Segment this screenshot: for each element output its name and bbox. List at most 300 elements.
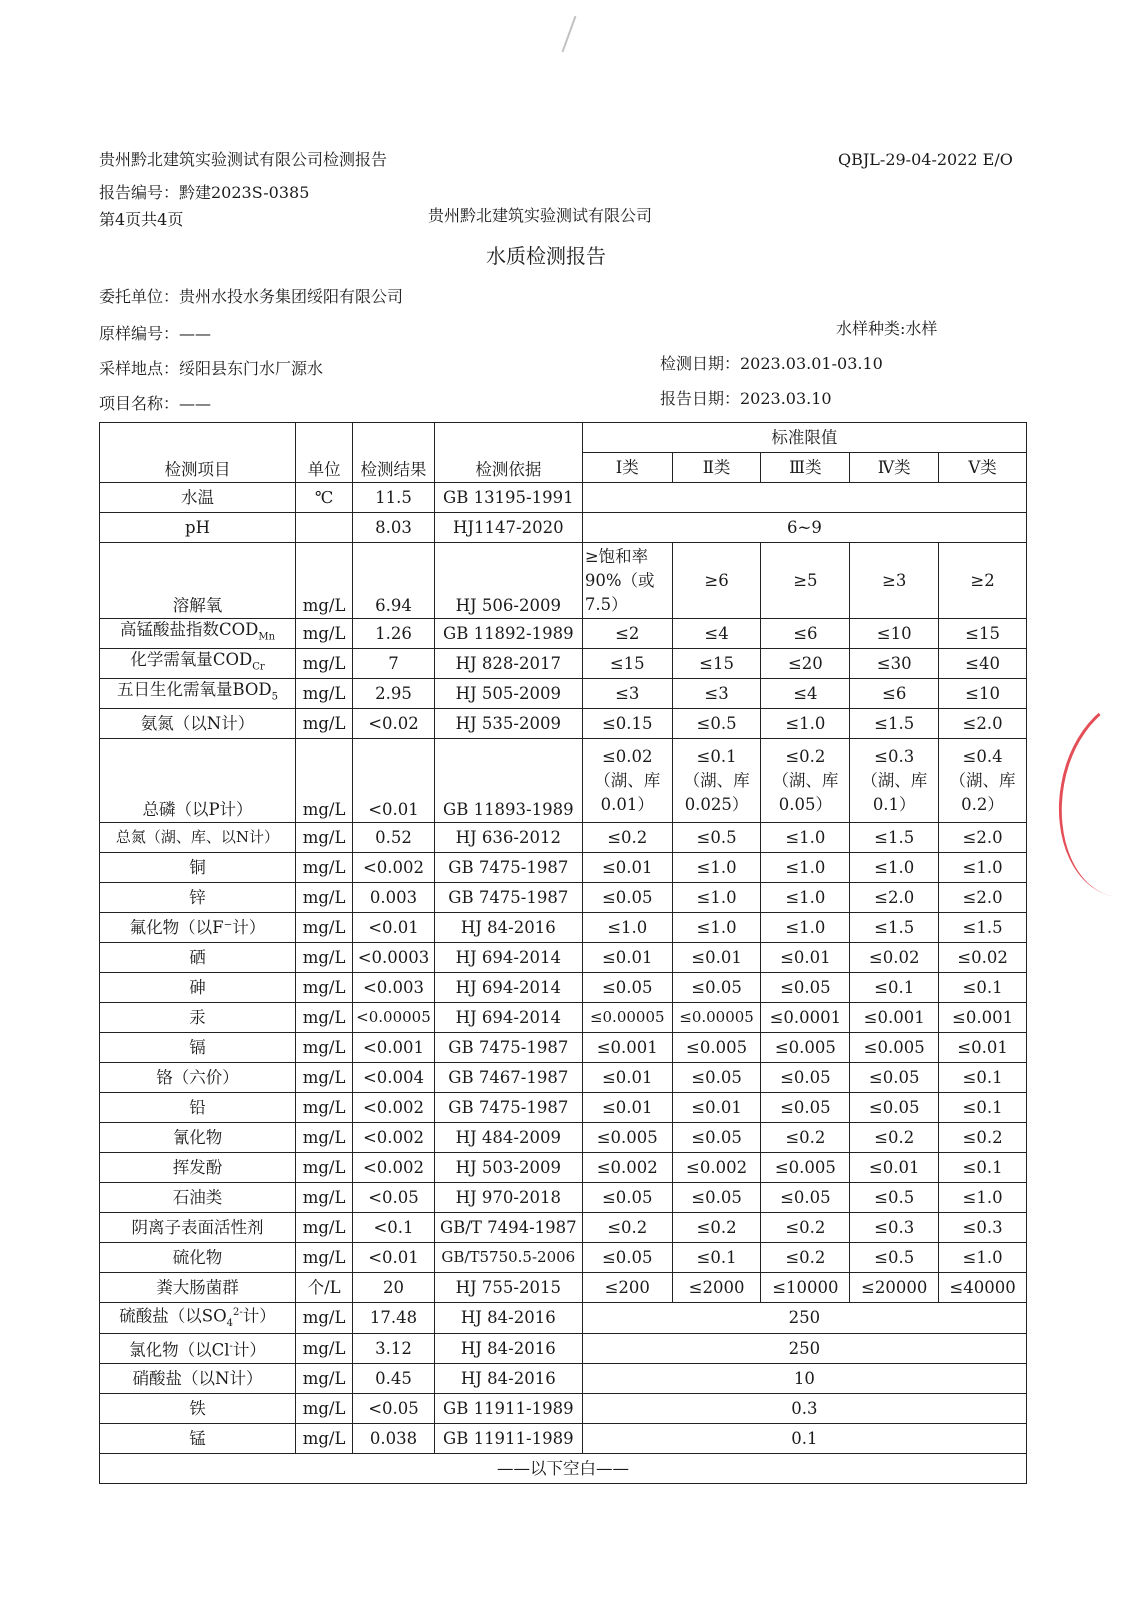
row-limit: 0.3 <box>582 1393 1026 1423</box>
row-item: 氟化物（以F⁻计） <box>100 913 296 943</box>
row-unit: mg/L <box>296 1063 353 1093</box>
row-item: 硒 <box>100 943 296 973</box>
row-result: 11.5 <box>353 483 435 513</box>
row-limit-class-4: ≤1.5 <box>850 913 939 943</box>
row-limit-class-3: ≤0.2（湖、库0.05） <box>761 739 850 823</box>
row-limit-class-5: ≤10 <box>939 679 1027 709</box>
project-name: 项目名称：—— <box>99 394 212 413</box>
table-row <box>100 1003 1027 1033</box>
row-limit-class-4: ≤0.001 <box>850 1003 939 1033</box>
row-result: <0.05 <box>353 1183 435 1213</box>
row-result: <0.05 <box>353 1393 435 1423</box>
row-limit-class-4: ≤6 <box>850 679 939 709</box>
row-limit-class-1: ≤15 <box>582 649 672 679</box>
row-limit-class-1: ≤0.01 <box>582 1063 672 1093</box>
row-result: <0.01 <box>353 1243 435 1273</box>
row-item: 汞 <box>100 1003 296 1033</box>
row-limit-class-3: ≤0.005 <box>761 1033 850 1063</box>
row-result: 17.48 <box>353 1303 435 1334</box>
row-limit: 0.1 <box>582 1423 1026 1453</box>
row-unit: mg/L <box>296 853 353 883</box>
row-method: GB 11911-1989 <box>434 1423 582 1453</box>
row-limit-class-3: ≤1.0 <box>761 709 850 739</box>
row-item: 镉 <box>100 1033 296 1063</box>
row-limit-class-2: ≤0.00005 <box>672 1003 761 1033</box>
row-item: 水温 <box>100 483 296 513</box>
row-limit-class-5: ≤0.2 <box>939 1123 1027 1153</box>
row-unit: mg/L <box>296 1003 353 1033</box>
row-method: GB 7475-1987 <box>434 883 582 913</box>
row-method: HJ 535-2009 <box>434 709 582 739</box>
row-limit-class-1: ≤3 <box>582 679 672 709</box>
row-limit-class-3: ≤1.0 <box>761 883 850 913</box>
header-class-4: Ⅳ类 <box>850 453 939 483</box>
row-method: GB 13195-1991 <box>434 483 582 513</box>
row-method: HJ 694-2014 <box>434 973 582 1003</box>
row-unit: mg/L <box>296 1093 353 1123</box>
row-limit-class-4: ≤30 <box>850 649 939 679</box>
row-limit-class-3: ≤1.0 <box>761 853 850 883</box>
row-item: 总氮（湖、库、以N计） <box>100 823 296 853</box>
row-limit-class-2: ≤0.01 <box>672 943 761 973</box>
row-method: GB/T5750.5-2006 <box>434 1243 582 1273</box>
blank-below-note: ——以下空白—— <box>100 1453 1027 1483</box>
row-limit-class-2: ≤0.5 <box>672 823 761 853</box>
row-method: HJ 694-2014 <box>434 943 582 973</box>
row-limit-class-3: ≤1.0 <box>761 823 850 853</box>
row-limit-class-1: ≤0.05 <box>582 1183 672 1213</box>
table-row <box>100 943 1027 973</box>
row-limit-class-5: ≤0.1 <box>939 1153 1027 1183</box>
row-limit-class-3: ≤0.2 <box>761 1213 850 1243</box>
row-limit-class-5: ≤2.0 <box>939 883 1027 913</box>
row-limit-class-4: ≤0.5 <box>850 1183 939 1213</box>
row-limit-class-2: ≤2000 <box>672 1273 761 1303</box>
header-class-3: Ⅲ类 <box>761 453 850 483</box>
row-limit-class-3: ≤4 <box>761 679 850 709</box>
row-limit-class-2: ≤0.005 <box>672 1033 761 1063</box>
row-method: HJ 484-2009 <box>434 1123 582 1153</box>
row-limit-class-1: ≤0.01 <box>582 1093 672 1123</box>
row-unit: mg/L <box>296 619 353 649</box>
row-limit-class-2: ≤0.05 <box>672 1063 761 1093</box>
row-limit-class-4: ≤0.3 <box>850 1213 939 1243</box>
table-row <box>100 853 1027 883</box>
table-row <box>100 709 1027 739</box>
row-limit-class-1: ≤0.01 <box>582 943 672 973</box>
row-limit-class-2: ≤0.05 <box>672 1123 761 1153</box>
row-limit-class-2: ≤0.05 <box>672 973 761 1003</box>
row-item <box>100 649 296 679</box>
row-item-sub: 5 <box>271 691 279 703</box>
row-item: 氰化物 <box>100 1123 296 1153</box>
row-result: <0.0003 <box>353 943 435 973</box>
row-method: GB 7475-1987 <box>434 1033 582 1063</box>
page-title: 水质检测报告 <box>486 244 606 268</box>
row-method: HJ 755-2015 <box>434 1273 582 1303</box>
row-limit-class-1: ≤2 <box>582 619 672 649</box>
row-method: GB 7467-1987 <box>434 1063 582 1093</box>
table-row <box>100 1363 1027 1393</box>
sample-number: 原样编号：—— <box>99 324 212 343</box>
row-method: HJ 505-2009 <box>434 679 582 709</box>
row-limit-class-1: ≥饱和率90%（或7.5） <box>582 543 672 619</box>
row-limit-class-4: ≤0.3（湖、库0.1） <box>850 739 939 823</box>
row-unit: mg/L <box>296 739 353 823</box>
row-result: 3.12 <box>353 1333 435 1363</box>
row-limit: 6~9 <box>582 513 1026 543</box>
row-unit: mg/L <box>296 649 353 679</box>
table-row <box>100 1243 1027 1273</box>
row-limit-class-2: ≤0.1（湖、库0.025） <box>672 739 761 823</box>
row-limit-class-5: ≤0.4（湖、库0.2） <box>939 739 1027 823</box>
row-unit: mg/L <box>296 1123 353 1153</box>
row-method: HJ 506-2009 <box>434 543 582 619</box>
row-unit: mg/L <box>296 883 353 913</box>
header-limits: 标准限值 <box>582 423 1026 453</box>
row-method: GB 11911-1989 <box>434 1393 582 1423</box>
row-limit-class-2: ≤0.01 <box>672 1093 761 1123</box>
row-item-text: 氯化物（以Cl <box>129 1340 230 1360</box>
table-footer-row <box>100 1453 1027 1483</box>
row-limit-class-1: ≤0.2 <box>582 1213 672 1243</box>
table-row <box>100 739 1027 823</box>
row-limit-class-5: ≤0.001 <box>939 1003 1027 1033</box>
row-limit-class-5: ≤1.5 <box>939 913 1027 943</box>
row-limit-class-1: ≤1.0 <box>582 913 672 943</box>
row-limit-class-3: ≤0.2 <box>761 1123 850 1153</box>
table-row <box>100 679 1027 709</box>
row-limit-class-5: ≥2 <box>939 543 1027 619</box>
row-item-tail: 计） <box>232 1340 266 1360</box>
row-limit-class-4: ≤0.005 <box>850 1033 939 1063</box>
table-row <box>100 1423 1027 1453</box>
row-unit: ℃ <box>296 483 353 513</box>
row-limit-class-4: ≤0.01 <box>850 1153 939 1183</box>
table-row <box>100 543 1027 619</box>
row-item: 铁 <box>100 1393 296 1423</box>
row-limit-class-1: ≤200 <box>582 1273 672 1303</box>
row-unit: 个/L <box>296 1273 353 1303</box>
row-limit-class-3: ≤0.05 <box>761 973 850 1003</box>
row-item: 粪大肠菌群 <box>100 1273 296 1303</box>
row-item: 挥发酚 <box>100 1153 296 1183</box>
row-item <box>100 1303 296 1334</box>
row-limit-class-1: ≤0.05 <box>582 1243 672 1273</box>
page-number: 第4页共4页 <box>99 210 184 229</box>
row-item: 铅 <box>100 1093 296 1123</box>
row-item <box>100 1333 296 1363</box>
row-result: <0.02 <box>353 709 435 739</box>
row-limit-class-3: ≤0.05 <box>761 1183 850 1213</box>
row-limit-class-1: ≤0.02（湖、库0.01） <box>582 739 672 823</box>
row-method: GB 7475-1987 <box>434 1093 582 1123</box>
row-limit-class-2: ≤0.05 <box>672 1183 761 1213</box>
row-limit-class-3: ≤10000 <box>761 1273 850 1303</box>
pen-mark <box>562 16 577 52</box>
row-limit-class-1: ≤0.002 <box>582 1153 672 1183</box>
row-method: GB 11892-1989 <box>434 619 582 649</box>
row-result: 2.95 <box>353 679 435 709</box>
row-limit-empty <box>582 483 1026 513</box>
row-limit-class-1: ≤0.05 <box>582 973 672 1003</box>
row-limit-class-2: ≤15 <box>672 649 761 679</box>
header-item: 检测项目 <box>100 423 296 483</box>
test-date: 检测日期：2023.03.01-03.10 <box>660 354 883 373</box>
row-limit: 10 <box>582 1363 1026 1393</box>
row-result: <0.002 <box>353 1153 435 1183</box>
row-unit <box>296 513 353 543</box>
row-result: 8.03 <box>353 513 435 543</box>
row-limit-class-3: ≤6 <box>761 619 850 649</box>
row-method: HJ 84-2016 <box>434 1303 582 1334</box>
row-limit-class-1: ≤0.001 <box>582 1033 672 1063</box>
row-limit-class-3: ≤0.005 <box>761 1153 850 1183</box>
row-limit-class-5: ≤0.1 <box>939 973 1027 1003</box>
header-unit: 单位 <box>296 423 353 483</box>
row-result: 0.038 <box>353 1423 435 1453</box>
row-unit: mg/L <box>296 1153 353 1183</box>
table-row <box>100 1183 1027 1213</box>
row-limit-class-4: ≤1.5 <box>850 823 939 853</box>
row-item <box>100 679 296 709</box>
row-unit: mg/L <box>296 1423 353 1453</box>
row-item-text: 硫酸盐（以SO <box>119 1306 227 1326</box>
row-unit: mg/L <box>296 1213 353 1243</box>
row-limit-class-4: ≤0.1 <box>850 973 939 1003</box>
table-row <box>100 1033 1027 1063</box>
row-method: HJ 84-2016 <box>434 1363 582 1393</box>
row-unit: mg/L <box>296 973 353 1003</box>
row-result: <0.002 <box>353 853 435 883</box>
row-item: pH <box>100 513 296 543</box>
doc-code: QBJL-29-04-2022 E/O <box>838 150 1013 169</box>
table-row <box>100 913 1027 943</box>
company-name: 贵州黔北建筑实验测试有限公司 <box>428 206 653 225</box>
row-item-sub: Mn <box>258 631 276 643</box>
row-item-sup: - <box>229 1341 233 1353</box>
row-limit-class-5: ≤40 <box>939 649 1027 679</box>
row-result: 20 <box>353 1273 435 1303</box>
row-item: 溶解氧 <box>100 543 296 619</box>
row-method: HJ 503-2009 <box>434 1153 582 1183</box>
row-item-tail: 计） <box>242 1306 276 1326</box>
row-limit-class-1: ≤0.2 <box>582 823 672 853</box>
row-limit-class-3: ≥5 <box>761 543 850 619</box>
row-method: HJ 828-2017 <box>434 649 582 679</box>
row-unit: mg/L <box>296 1183 353 1213</box>
sample-type: 水样种类:水样 <box>836 319 938 338</box>
table-row <box>100 1093 1027 1123</box>
table-row <box>100 1063 1027 1093</box>
row-result: <0.003 <box>353 973 435 1003</box>
row-item: 氨氮（以N计） <box>100 709 296 739</box>
row-method: GB/T 7494-1987 <box>434 1213 582 1243</box>
row-limit-class-4: ≤0.05 <box>850 1093 939 1123</box>
row-result: 0.52 <box>353 823 435 853</box>
row-unit: mg/L <box>296 1393 353 1423</box>
row-limit-class-4: ≤20000 <box>850 1273 939 1303</box>
row-result: <0.01 <box>353 739 435 823</box>
table-row <box>100 1153 1027 1183</box>
row-item: 锰 <box>100 1423 296 1453</box>
row-limit-class-1: ≤0.00005 <box>582 1003 672 1033</box>
row-item <box>100 619 296 649</box>
row-item-sub: 4 <box>226 1317 233 1329</box>
row-result: <0.002 <box>353 1123 435 1153</box>
row-limit-class-2: ≤0.002 <box>672 1153 761 1183</box>
row-unit: mg/L <box>296 943 353 973</box>
row-item-text: 化学需氧量COD <box>130 650 253 670</box>
row-item-sub: Cr <box>252 661 265 673</box>
row-limit-class-3: ≤0.05 <box>761 1063 850 1093</box>
row-limit-class-5: ≤1.0 <box>939 1243 1027 1273</box>
row-item-sup: 2- <box>232 1307 243 1318</box>
row-unit: mg/L <box>296 709 353 739</box>
row-result: 1.26 <box>353 619 435 649</box>
row-limit-class-2: ≤1.0 <box>672 883 761 913</box>
row-limit-class-5: ≤0.1 <box>939 1093 1027 1123</box>
row-limit-class-2: ≤4 <box>672 619 761 649</box>
client: 委托单位：贵州水投水务集团绥阳有限公司 <box>99 287 404 306</box>
seal-stamp <box>1043 684 1130 909</box>
row-result: <0.004 <box>353 1063 435 1093</box>
row-limit-class-4: ≤1.0 <box>850 853 939 883</box>
row-result: 0.45 <box>353 1363 435 1393</box>
row-result: <0.00005 <box>353 1003 435 1033</box>
row-limit-class-5: ≤2.0 <box>939 709 1027 739</box>
row-limit-class-5: ≤2.0 <box>939 823 1027 853</box>
header-class-5: Ⅴ类 <box>939 453 1027 483</box>
table-row <box>100 1123 1027 1153</box>
row-result: 7 <box>353 649 435 679</box>
row-limit-class-4: ≤10 <box>850 619 939 649</box>
row-unit: mg/L <box>296 913 353 943</box>
row-limit-class-5: ≤0.1 <box>939 1063 1027 1093</box>
row-limit-class-3: ≤1.0 <box>761 913 850 943</box>
row-method: HJ 636-2012 <box>434 823 582 853</box>
row-limit-class-3: ≤0.05 <box>761 1093 850 1123</box>
row-limit-class-5: ≤40000 <box>939 1273 1027 1303</box>
table-row <box>100 1213 1027 1243</box>
row-item: 锌 <box>100 883 296 913</box>
row-method: HJ 970-2018 <box>434 1183 582 1213</box>
row-limit-class-3: ≤20 <box>761 649 850 679</box>
row-result: <0.1 <box>353 1213 435 1243</box>
row-item-text: 五日生化需氧量BOD <box>116 680 272 700</box>
row-limit-class-4: ≤2.0 <box>850 883 939 913</box>
row-limit-class-1: ≤0.01 <box>582 853 672 883</box>
row-item-text: 高锰酸盐指数COD <box>119 620 259 640</box>
row-limit: 250 <box>582 1303 1026 1334</box>
row-limit-class-5: ≤15 <box>939 619 1027 649</box>
table-row <box>100 483 1027 513</box>
row-limit-class-4: ≤0.5 <box>850 1243 939 1273</box>
row-result: 0.003 <box>353 883 435 913</box>
row-result: 6.94 <box>353 543 435 619</box>
row-unit: mg/L <box>296 823 353 853</box>
row-limit-class-3: ≤0.0001 <box>761 1003 850 1033</box>
row-limit-class-2: ≥6 <box>672 543 761 619</box>
row-method: HJ 694-2014 <box>434 1003 582 1033</box>
table-row <box>100 883 1027 913</box>
header-result: 检测结果 <box>353 423 435 483</box>
report-table <box>99 422 1027 1484</box>
row-limit-class-4: ≤0.02 <box>850 943 939 973</box>
header-class-1: Ⅰ类 <box>582 453 672 483</box>
row-item: 硫化物 <box>100 1243 296 1273</box>
row-item: 砷 <box>100 973 296 1003</box>
row-limit: 250 <box>582 1333 1026 1363</box>
row-unit: mg/L <box>296 1033 353 1063</box>
row-limit-class-5: ≤1.0 <box>939 1183 1027 1213</box>
row-item: 硝酸盐（以N计） <box>100 1363 296 1393</box>
row-limit-class-5: ≤0.02 <box>939 943 1027 973</box>
table-row <box>100 619 1027 649</box>
row-unit: mg/L <box>296 543 353 619</box>
row-limit-class-2: ≤1.0 <box>672 913 761 943</box>
table-row <box>100 513 1027 543</box>
row-limit-class-1: ≤0.005 <box>582 1123 672 1153</box>
row-limit-class-3: ≤0.01 <box>761 943 850 973</box>
table-row <box>100 1333 1027 1363</box>
row-item: 铬（六价） <box>100 1063 296 1093</box>
sampling-location: 采样地点：绥阳县东门水厂源水 <box>99 359 324 378</box>
row-item: 石油类 <box>100 1183 296 1213</box>
row-limit-class-2: ≤1.0 <box>672 853 761 883</box>
row-unit: mg/L <box>296 1303 353 1334</box>
row-item: 阴离子表面活性剂 <box>100 1213 296 1243</box>
row-unit: mg/L <box>296 1333 353 1363</box>
table-row <box>100 1393 1027 1423</box>
row-unit: mg/L <box>296 1363 353 1393</box>
row-method: GB 7475-1987 <box>434 853 582 883</box>
table-row <box>100 1303 1027 1334</box>
report-number: 报告编号：黔建2023S-0385 <box>99 183 310 202</box>
row-result: <0.002 <box>353 1093 435 1123</box>
row-method: HJ 84-2016 <box>434 913 582 943</box>
row-method: HJ1147-2020 <box>434 513 582 543</box>
row-limit-class-5: ≤0.01 <box>939 1033 1027 1063</box>
row-limit-class-3: ≤0.2 <box>761 1243 850 1273</box>
row-method: GB 11893-1989 <box>434 739 582 823</box>
row-unit: mg/L <box>296 679 353 709</box>
header-class-2: Ⅱ类 <box>672 453 761 483</box>
row-limit-class-4: ≤1.5 <box>850 709 939 739</box>
header-row <box>100 423 1027 453</box>
table-row <box>100 973 1027 1003</box>
table-row <box>100 1273 1027 1303</box>
row-limit-class-2: ≤0.1 <box>672 1243 761 1273</box>
row-result: <0.01 <box>353 913 435 943</box>
row-limit-class-5: ≤1.0 <box>939 853 1027 883</box>
row-limit-class-2: ≤3 <box>672 679 761 709</box>
report-date: 报告日期：2023.03.10 <box>660 389 832 408</box>
row-item: 总磷（以P计） <box>100 739 296 823</box>
row-limit-class-1: ≤0.15 <box>582 709 672 739</box>
row-unit: mg/L <box>296 1243 353 1273</box>
table-row <box>100 649 1027 679</box>
row-limit-class-4: ≤0.05 <box>850 1063 939 1093</box>
row-limit-class-2: ≤0.2 <box>672 1213 761 1243</box>
table-row <box>100 823 1027 853</box>
row-limit-class-4: ≤0.2 <box>850 1123 939 1153</box>
row-item: 铜 <box>100 853 296 883</box>
row-limit-class-1: ≤0.05 <box>582 883 672 913</box>
header-method: 检测依据 <box>434 423 582 483</box>
row-limit-class-4: ≥3 <box>850 543 939 619</box>
company-report-label: 贵州黔北建筑实验测试有限公司检测报告 <box>99 150 388 169</box>
